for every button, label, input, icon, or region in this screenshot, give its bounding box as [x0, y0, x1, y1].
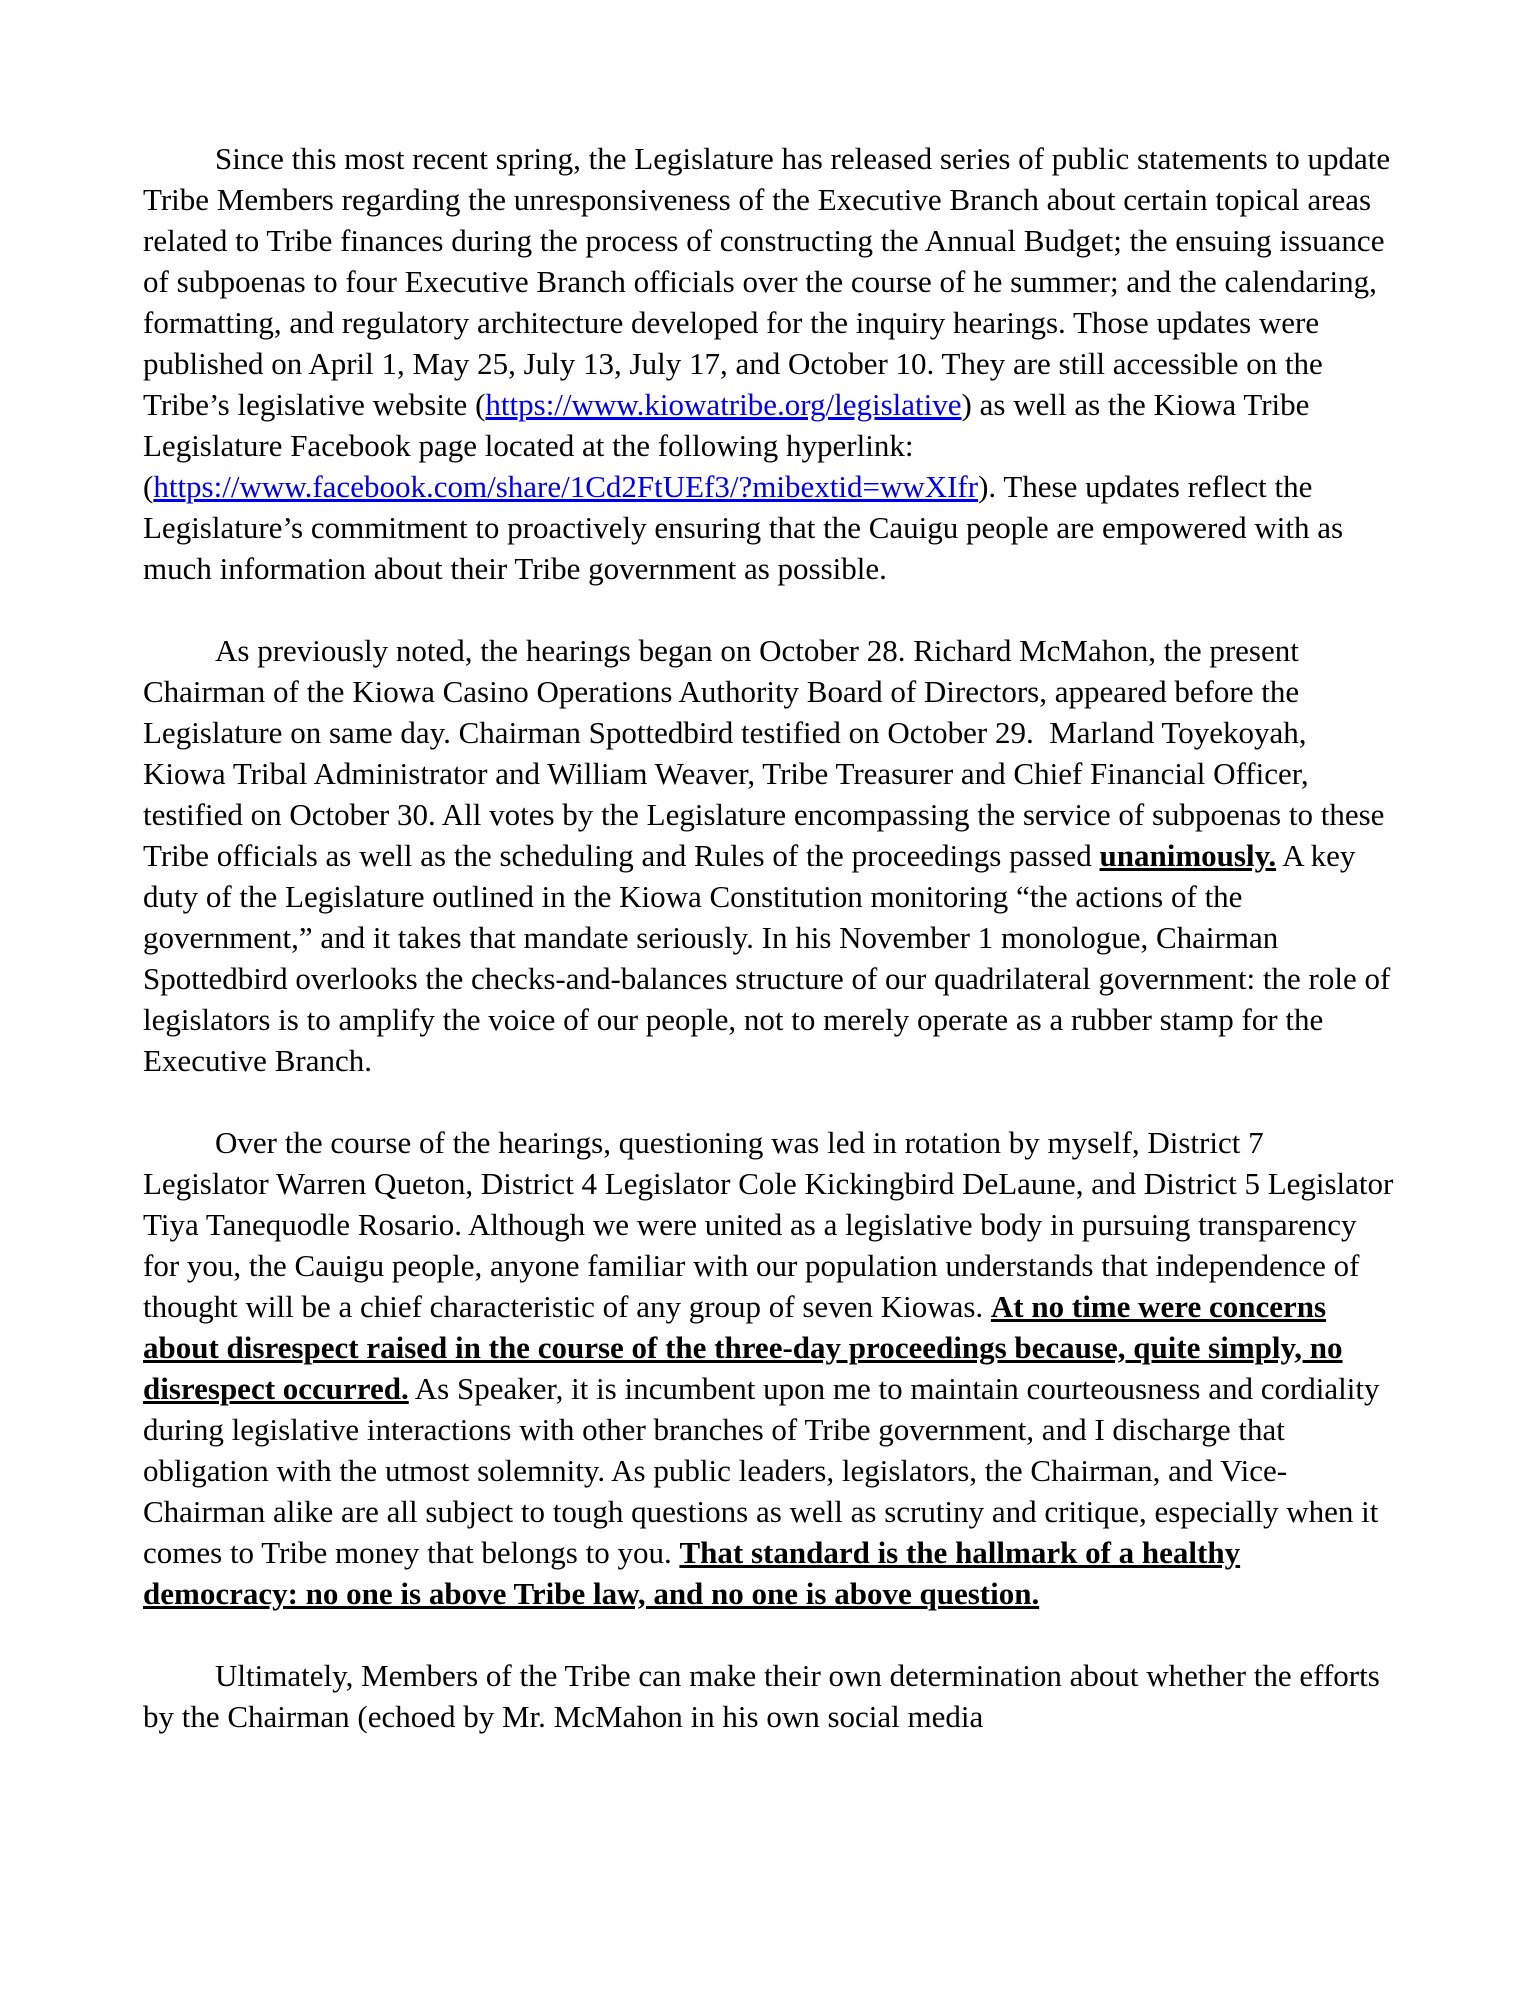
text-run: ). These updates reflect the Legislature’s commitment to proactively ensuring that the Cauigu people are empowered with as much information about their Tribe government as possible. [143, 469, 1344, 586]
text-run: Ultimately, Members of the Tribe can make their own determination about whether the efforts by the Chairman (echoed by Mr. McMahon in his own social media [143, 1658, 1380, 1734]
paragraph [143, 1655, 1395, 1737]
document-body [143, 138, 1395, 1737]
text-run: A key duty of the Legislature outlined in the Kiowa Constitution monitoring “the actions of the government,” and it takes that mandate seriously. In his November 1 monologue, Chairman Spottedbird overlooks the checks-and-balances structure of our quadrilateral government: the role of legislators is to amplify the voice of our people, not to merely operate as a rubber stamp for the Executive Branch. [143, 838, 1391, 1078]
emphasized-text: unanimously. [1099, 838, 1277, 873]
hyperlink[interactable]: https://www.kiowatribe.org/legislative [485, 387, 962, 422]
text-run: Over the course of the hearings, questioning was led in rotation by myself, District 7 Legislator Warren Queton, District 4 Legislator Cole Kickingbird DeLaune, and District 5 Legislator Tiya Tanequodle Rosario. Although we were united as a legislative body in pursuing transparency for you, the Cauigu people, anyone familiar with our population understands that independence of thought will be a chief characteristic of any group of seven Kiowas. [143, 1125, 1394, 1324]
paragraph [143, 138, 1395, 589]
hyperlink[interactable]: https://www.facebook.com/share/1Cd2FtUEf3/?mibextid=wwXIfr [153, 469, 979, 504]
emphasized-text: At no time were concerns about disrespect raised in the course of the three-day proceedings because, quite simply, no disrespect occurred. [143, 1289, 1343, 1406]
paragraph [143, 630, 1395, 1081]
text-run: As Speaker, it is incumbent upon me to maintain courteousness and cordiality during legislative interactions with other branches of Tribe government, and I discharge that obligation with the utmost solemnity. As public leaders, legislators, the Chairman, and Vice-Chairman alike are all subject to tough questions as well as scrutiny and critique, especially when it comes to Tribe money that belongs to you. [143, 1371, 1380, 1570]
text-run: ) as well as the Kiowa Tribe Legislature Facebook page located at the following hyperlink: ( [143, 387, 1310, 504]
text-run: Since this most recent spring, the Legislature has released series of public statements to update Tribe Members regarding the unresponsiveness of the Executive Branch about certain topical areas related to Tribe finances during the process of constructing the Annual Budget; the ensuing issuance of subpoenas to four Executive Branch officials over the course of he summer; and the calendaring, formatting, and regulatory architecture developed for the inquiry hearings. Those updates were published on April 1, May 25, July 13, July 17, and October 10. They are still accessible on the Tribe’s legislative website ( [143, 141, 1391, 422]
text-run: As previously noted, the hearings began on October 28. Richard McMahon, the present Chairman of the Kiowa Casino Operations Authority Board of Directors, appeared before the Legislature on same day. Chairman Spottedbird testified on October 29. Marland Toyekoyah, Kiowa Tribal Administrator and William Weaver, Tribe Treasurer and Chief Financial Officer, testified on October 30. All votes by the Legislature encompassing the service of subpoenas to these Tribe officials as well as the scheduling and Rules of the proceedings passed [143, 633, 1385, 873]
emphasized-text: That standard is the hallmark of a healthy democracy: no one is above Tribe law, and no one is above question. [143, 1535, 1241, 1611]
paragraph [143, 1122, 1395, 1614]
